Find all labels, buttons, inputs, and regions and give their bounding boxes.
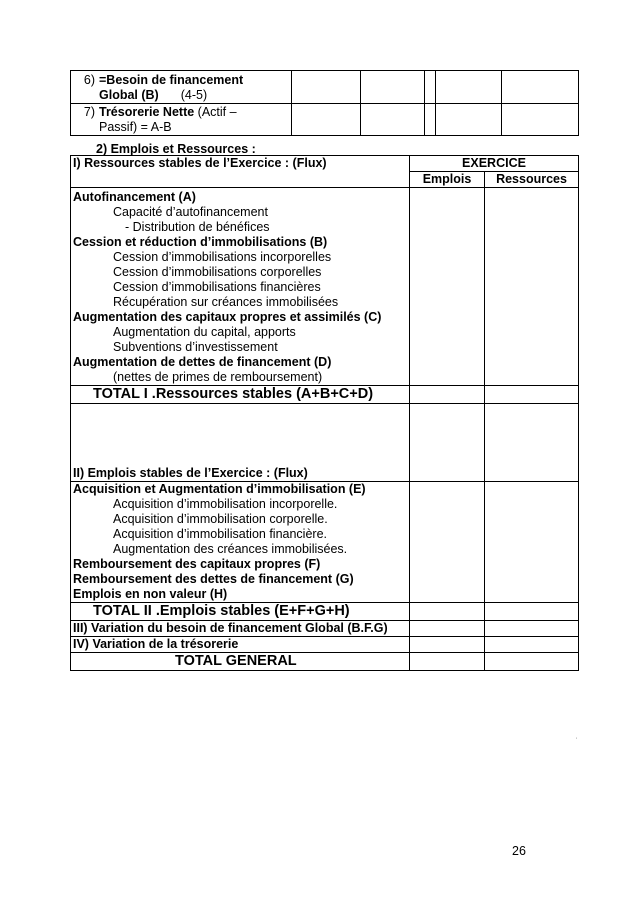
main-table xyxy=(70,155,579,671)
table-row xyxy=(71,104,579,136)
value-cell xyxy=(425,71,436,104)
table-row xyxy=(71,621,579,637)
row-label: Trésorerie Nette xyxy=(99,105,195,119)
block-e-item: Acquisition d’immobilisation incorporelle. xyxy=(113,497,338,511)
value-cell xyxy=(410,637,485,653)
value-cell xyxy=(485,653,579,671)
block-c-title: Augmentation des capitaux propres et assimilés (C) xyxy=(73,310,382,324)
value-cell xyxy=(410,404,485,482)
value-cell xyxy=(425,104,436,136)
section-4: IV) Variation de la trésorerie xyxy=(71,637,410,653)
label-cell xyxy=(71,71,292,104)
section-2-title: II) Emplois stables de l’Exercice : (Flux) xyxy=(71,404,410,482)
emplois-block xyxy=(71,482,410,603)
value-cell xyxy=(485,637,579,653)
value-cell xyxy=(292,104,361,136)
block-d-title: Augmentation de dettes de financement (D) xyxy=(73,355,332,369)
value-cell xyxy=(410,603,485,621)
header-exercice: EXERCICE xyxy=(410,156,579,172)
line-g: Remboursement des dettes de financement (G) xyxy=(73,572,354,586)
block-a-item: Capacité d’autofinancement xyxy=(113,205,268,219)
block-c-item: Subventions d’investissement xyxy=(113,340,278,354)
value-cell xyxy=(410,621,485,637)
value-cell xyxy=(485,386,579,404)
row-label-cont: Passif) = A-B xyxy=(99,120,172,134)
section-label: 2) Emplois et Ressources : xyxy=(96,142,256,156)
row-number: 6) xyxy=(83,73,95,87)
label-cell xyxy=(71,104,292,136)
line-f: Remboursement des capitaux propres (F) xyxy=(73,557,321,571)
block-e-title: Acquisition et Augmentation d’immobilisation (E) xyxy=(73,482,366,496)
header-ressources: Ressources xyxy=(485,172,579,188)
table-row xyxy=(71,71,579,104)
block-b-title: Cession et réduction d’immobilisations (B) xyxy=(73,235,328,249)
value-cell xyxy=(410,386,485,404)
value-cell xyxy=(292,71,361,104)
value-cell xyxy=(485,621,579,637)
value-cell xyxy=(410,482,485,603)
block-b-item: Cession d’immobilisations corporelles xyxy=(113,265,322,279)
block-a-title: Autofinancement (A) xyxy=(73,190,196,204)
block-b-item: Cession d’immobilisations financières xyxy=(113,280,321,294)
row-number: 7) xyxy=(83,105,95,119)
top-table xyxy=(70,70,579,136)
table-row xyxy=(71,482,579,603)
header-row xyxy=(71,156,579,172)
table-row xyxy=(71,637,579,653)
value-cell xyxy=(485,603,579,621)
value-cell xyxy=(436,71,502,104)
ressources-block xyxy=(71,188,410,386)
line-h: Emplois en non valeur (H) xyxy=(73,587,228,601)
total-row xyxy=(71,653,579,671)
value-cell xyxy=(485,188,579,386)
mark: ' xyxy=(576,738,578,744)
header-title: I) Ressources stables de l’Exercice : (Flux) xyxy=(71,156,410,188)
total-general: TOTAL GENERAL xyxy=(71,653,410,671)
section-3: III) Variation du besoin de financement Global (B.F.G) xyxy=(71,621,410,637)
value-cell xyxy=(361,104,425,136)
block-e-item: Acquisition d’immobilisation corporelle. xyxy=(113,512,328,526)
page-number: 26 xyxy=(512,844,526,858)
block-c-item: Augmentation du capital, apports xyxy=(113,325,296,339)
block-a-item: - Distribution de bénéfices xyxy=(125,220,270,234)
total-1: TOTAL I .Ressources stables (A+B+C+D) xyxy=(71,386,410,404)
header-emplois: Emplois xyxy=(410,172,485,188)
value-cell xyxy=(485,404,579,482)
block-b-item: Récupération sur créances immobilisées xyxy=(113,295,339,309)
value-cell xyxy=(361,71,425,104)
total-row xyxy=(71,386,579,404)
block-e-item: Augmentation des créances immobilisées. xyxy=(113,542,348,556)
value-cell xyxy=(485,482,579,603)
value-cell xyxy=(410,188,485,386)
block-e-item: Acquisition d’immobilisation financière. xyxy=(113,527,327,541)
value-cell xyxy=(502,104,579,136)
table-row xyxy=(71,188,579,386)
row-ref: (4-5) xyxy=(180,88,208,102)
value-cell xyxy=(436,104,502,136)
row-label-rest: (Actif – xyxy=(194,105,237,119)
row-label: =Besoin de financement xyxy=(99,73,244,87)
value-cell xyxy=(502,71,579,104)
block-b-item: Cession d’immobilisations incorporelles xyxy=(113,250,332,264)
row-label-cont: Global (B) xyxy=(99,88,159,102)
total-2: TOTAL II .Emplois stables (E+F+G+H) xyxy=(71,603,410,621)
block-d-item: (nettes de primes de remboursement) xyxy=(113,370,323,384)
value-cell xyxy=(410,653,485,671)
table-row xyxy=(71,404,579,482)
total-row xyxy=(71,603,579,621)
